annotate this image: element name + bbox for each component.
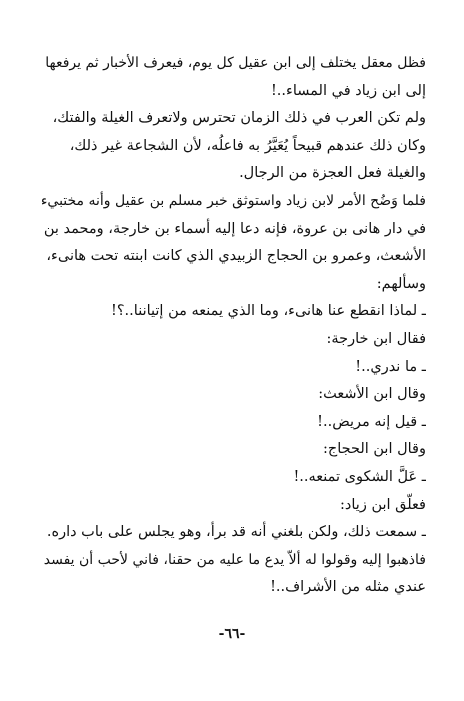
text-line-8: الأشعث، وعمرو بن الحجاج الزبيدي الذي كانت ابنته تحت هانىء، (46, 248, 426, 265)
text-line-20: عندي مثله من الأشراف..! (270, 579, 426, 596)
page-number: -٦٦- (218, 626, 246, 642)
text-line-17: فعلّق ابن زياد: (340, 496, 426, 513)
text-line-3: ولم تكن العرب في ذلك الزمان تحترس ولاتعرف الغيلة والفتك، (52, 110, 426, 127)
text-line-1: فظل معقل يختلف إلى ابن عقيل كل يوم، فيعرف الأخبار ثم يرفعها (45, 55, 426, 71)
text-line-7: في دار هانى بن عروة، فإنه دعا إليه أسماء بن خارجة، ومحمد بن (43, 220, 426, 237)
text-line-11: فقال ابن خارجة: (326, 330, 426, 347)
text-line-6: فلما وَضُح الأمر لابن زياد واستوثق خبر مسلم بن عقيل وأنه مختبيء (40, 192, 426, 209)
text-line-4: وكان ذلك عندهم قبيحاً يُعَيَّرُ به فاعلُه، لأن الشجاعة غير ذلك، (69, 137, 426, 154)
page-text-body (40, 50, 426, 602)
text-line-5: والغيلة فعل العجزة من الرجال. (239, 165, 426, 182)
text-line-16: ـ عَلَّ الشكوى تمنعه..! (293, 468, 426, 485)
text-line-2: إلى ابن زياد في المساء..! (270, 82, 426, 99)
text-line-15: وقال ابن الحجاج: (322, 441, 426, 458)
text-line-19: فاذهبوا إليه وقولوا له ألاّ يدع ما عليه من حقنا، فاني لأحب أن يفسد (43, 551, 426, 568)
text-line-9: وسألهم: (376, 275, 426, 292)
text-line-18: ـ سمعت ذلك، ولكن بلغني أنه قد برأ، وهو يجلس على باب داره. (46, 524, 426, 541)
text-line-12: ـ ما ندري..! (355, 358, 426, 375)
text-line-13: وقال ابن الأشعث: (318, 386, 426, 403)
text-line-10: ـ لماذا انقطع عنا هانىء، وما الذي يمنعه من إتياننا..؟! (111, 303, 426, 320)
text-line-14: ـ قيل إنه مريض..! (317, 413, 426, 430)
